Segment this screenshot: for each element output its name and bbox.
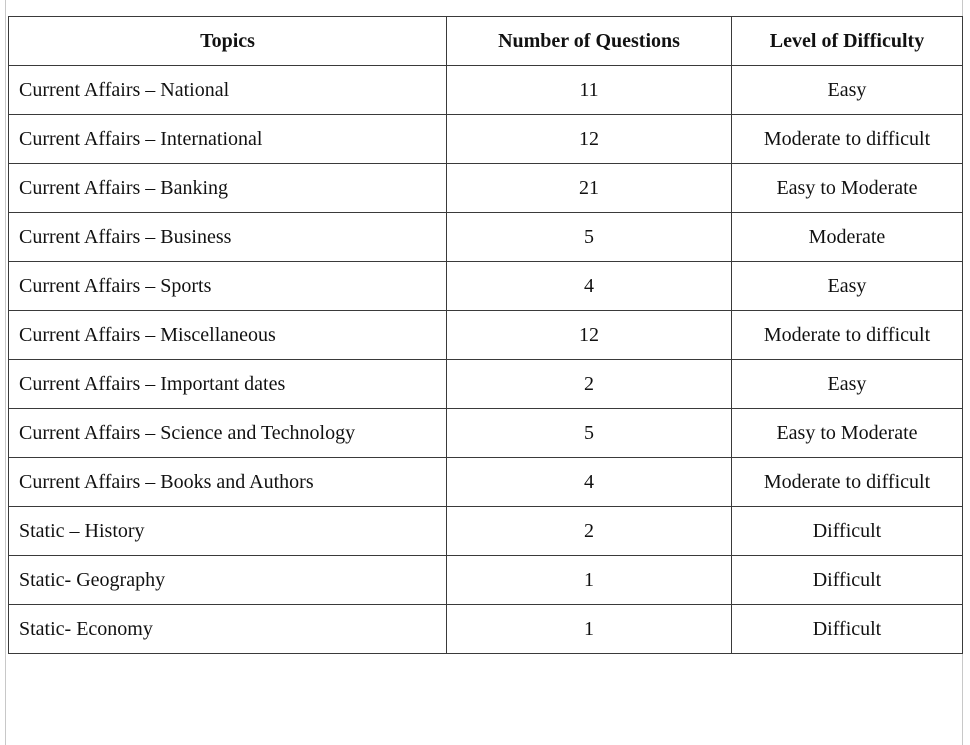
questions-cell: 21 xyxy=(447,164,732,213)
questions-cell: 2 xyxy=(447,507,732,556)
table-row xyxy=(9,262,963,311)
questions-cell: 5 xyxy=(447,409,732,458)
difficulty-cell: Easy xyxy=(732,262,963,311)
topic-cell: Static- Economy xyxy=(9,605,447,654)
topics-table xyxy=(8,16,963,654)
table-row xyxy=(9,507,963,556)
difficulty-cell: Moderate to difficult xyxy=(732,115,963,164)
topic-cell: Current Affairs – Books and Authors xyxy=(9,458,447,507)
questions-cell: 11 xyxy=(447,66,732,115)
page-border-left xyxy=(5,0,6,745)
table-row xyxy=(9,115,963,164)
header-level-of-difficulty: Level of Difficulty xyxy=(732,17,963,66)
table-row xyxy=(9,360,963,409)
table-row xyxy=(9,458,963,507)
questions-cell: 1 xyxy=(447,556,732,605)
topic-cell: Current Affairs – Business xyxy=(9,213,447,262)
topic-cell: Current Affairs – Sports xyxy=(9,262,447,311)
difficulty-cell: Easy to Moderate xyxy=(732,409,963,458)
header-topics: Topics xyxy=(9,17,447,66)
table-header-row xyxy=(9,17,963,66)
questions-cell: 4 xyxy=(447,262,732,311)
header-number-of-questions: Number of Questions xyxy=(447,17,732,66)
difficulty-cell: Easy xyxy=(732,360,963,409)
topic-cell: Current Affairs – Miscellaneous xyxy=(9,311,447,360)
questions-cell: 2 xyxy=(447,360,732,409)
table-row xyxy=(9,556,963,605)
questions-cell: 12 xyxy=(447,115,732,164)
difficulty-cell: Moderate to difficult xyxy=(732,458,963,507)
difficulty-cell: Easy to Moderate xyxy=(732,164,963,213)
table-row xyxy=(9,409,963,458)
topic-cell: Static- Geography xyxy=(9,556,447,605)
difficulty-cell: Difficult xyxy=(732,605,963,654)
difficulty-cell: Difficult xyxy=(732,507,963,556)
questions-cell: 4 xyxy=(447,458,732,507)
table-row xyxy=(9,605,963,654)
difficulty-cell: Difficult xyxy=(732,556,963,605)
table-row xyxy=(9,311,963,360)
topic-cell: Current Affairs – International xyxy=(9,115,447,164)
questions-cell: 12 xyxy=(447,311,732,360)
table-row xyxy=(9,164,963,213)
topic-cell: Current Affairs – Science and Technology xyxy=(9,409,447,458)
difficulty-cell: Easy xyxy=(732,66,963,115)
questions-cell: 1 xyxy=(447,605,732,654)
topic-cell: Current Affairs – National xyxy=(9,66,447,115)
topic-cell: Current Affairs – Important dates xyxy=(9,360,447,409)
difficulty-cell: Moderate to difficult xyxy=(732,311,963,360)
table-row xyxy=(9,213,963,262)
topic-cell: Static – History xyxy=(9,507,447,556)
questions-cell: 5 xyxy=(447,213,732,262)
table-row xyxy=(9,66,963,115)
difficulty-cell: Moderate xyxy=(732,213,963,262)
topic-cell: Current Affairs – Banking xyxy=(9,164,447,213)
